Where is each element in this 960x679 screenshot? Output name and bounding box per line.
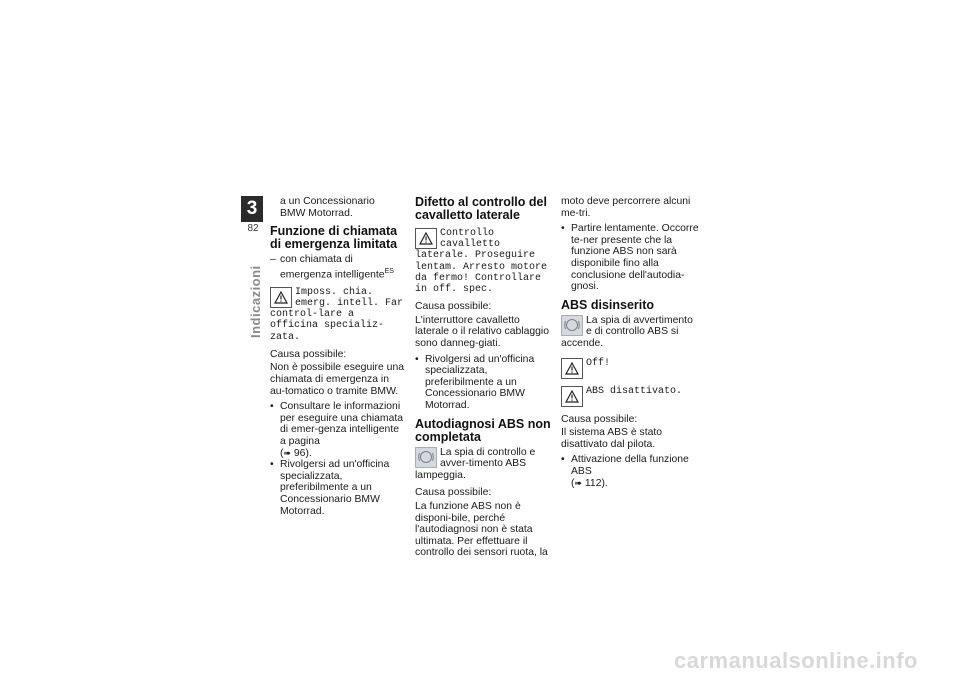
dash-item: – con chiamata di emergenza intelligente$^{ES}$ [270, 254, 406, 281]
list-item: • Rivolgersi ad un'officina specializzata, preferibilmente a un Concessionario BMW Motorrad. [415, 354, 555, 412]
abs-text: La spia di avvertimento e di controllo ABS si accende. [561, 314, 693, 349]
list-item: • Consultare le informazioni per eseguire una chiamata di emer-genza intelligente a pagina (➠ 96). [270, 401, 406, 459]
page-number: 82 [247, 223, 259, 234]
cause-label: Causa possibile: [270, 348, 347, 360]
column-2 [415, 196, 555, 563]
cause-label: Causa possibile: [561, 413, 638, 425]
column-1 [270, 196, 406, 521]
cause-text: L'interruttore cavalletto laterale o il relativo cablaggio sono danneg-giati. [415, 314, 550, 349]
cause-text: La funzione ABS non è disponi-bile, perché l'autodiagnosi non è stata ultimata. Per effettuare il controllo dei sensori ruota, la [415, 500, 548, 559]
abs-indicator-row [415, 447, 555, 482]
chapter-sidebar [241, 196, 265, 234]
bullet-list [270, 401, 406, 517]
list-item: • Attivazione della funzione ABS (➠ 112). [561, 454, 701, 489]
heading-abs-off: ABS disinserito [561, 297, 655, 312]
list-item: • Rivolgersi ad un'officina specializzata, preferibilmente a un Concessionario BMW Motorrad. [270, 459, 406, 517]
heading-emergency-call: Funzione di chiamata di emergenza limitata [270, 224, 398, 252]
page-ref-arrow-icon: ➠ [283, 447, 292, 458]
continued-text: moto deve percorrere alcuni me-tri. [561, 196, 691, 219]
warning-text: ABS disattivato. [586, 385, 683, 397]
warning-message [270, 287, 406, 343]
abs-light-icon [415, 447, 437, 468]
column-3 [561, 196, 701, 493]
section-title: Indicazioni [248, 265, 263, 338]
warning-text: Imposs. chia. emerg. intell. Far control-lare a officina specializ-zata. [270, 286, 404, 343]
cause-label: Causa possibile: [415, 487, 492, 499]
cause-label: Causa possibile: [415, 301, 492, 313]
abs-light-icon [561, 315, 583, 336]
heading-sidestand: Difetto al controllo del cavalletto laterale [415, 195, 547, 222]
cause-text: Non è possibile eseguire una chiamata di emergenza in au-tomatico o tramite BMW. [270, 362, 405, 397]
abs-indicator-row [561, 315, 701, 350]
warning-triangle-icon [561, 358, 583, 379]
warning-message [561, 358, 701, 380]
warning-triangle-icon [561, 386, 583, 407]
bullet-list [561, 223, 701, 293]
abs-text: La spia di controllo e avver-timento ABS lampeggia. [415, 446, 536, 481]
warning-text: Off! [586, 357, 611, 369]
warning-triangle-icon [270, 287, 292, 308]
bullet-list [561, 454, 701, 489]
cause-text: Il sistema ABS è stato disattivato dal pilota. [561, 427, 663, 450]
watermark: carmanualsonline.info [674, 648, 918, 673]
warning-text: Controllo cavalletto laterale. Proseguire lentam. Arresto motore da fermo! Controllare in off. spec. [415, 228, 548, 296]
warning-message [561, 386, 701, 408]
es-superscript: ES [384, 267, 394, 275]
list-item: • Partire lentamente. Occorre te-ner presente che la funzione ABS non sarà disponibile fino alla conclusione dell'autodia-gnosi. [561, 223, 701, 293]
warning-message [415, 228, 555, 295]
warning-triangle-icon [415, 228, 437, 249]
continued-text: a un Concessionario BMW Motorrad. [280, 196, 375, 219]
chapter-number: 3 [241, 196, 263, 222]
page-ref-arrow-icon: ➠ [574, 477, 583, 488]
heading-abs-selfdiag: Autodiagnosi ABS non completata [415, 416, 551, 444]
bullet-list [415, 354, 555, 412]
